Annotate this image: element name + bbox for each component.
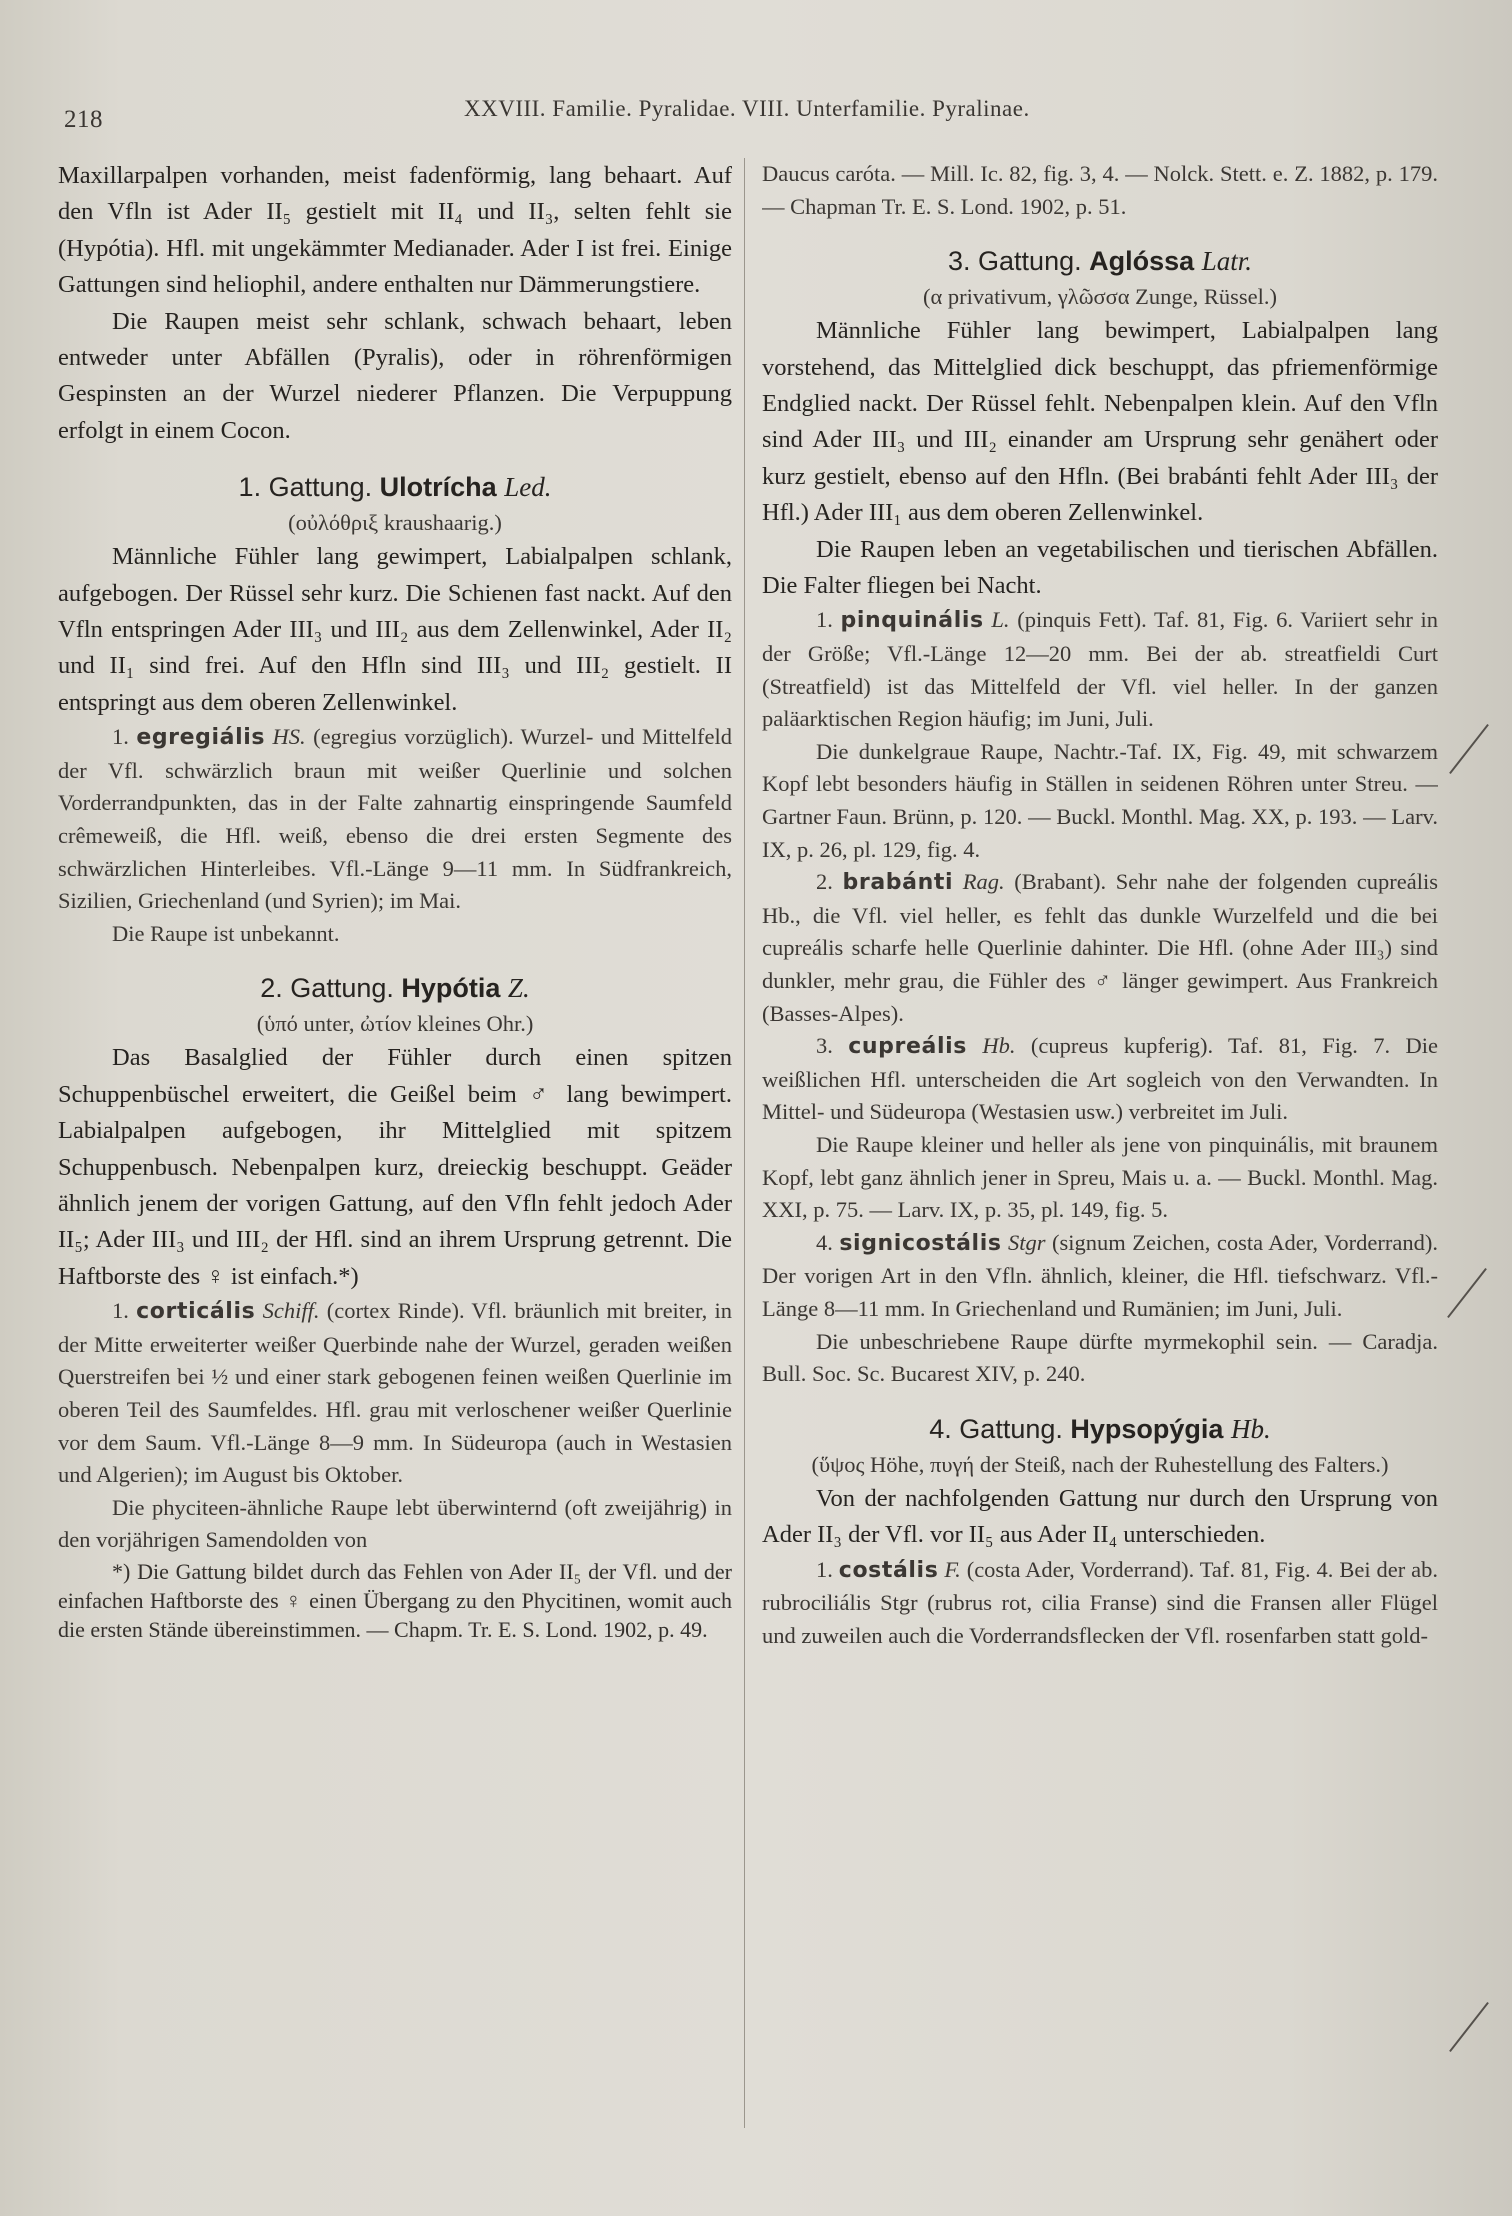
genus-author: Led.	[504, 472, 552, 503]
species-entry	[762, 866, 1438, 1030]
etymology: (α privativum, γλῶσσα Zunge, Rüssel.)	[922, 284, 1278, 310]
genus-name: Aglóssa	[1089, 246, 1195, 277]
paragraph: Von der nachfolgenden Gattung nur durch den Ursprung von Ader II₃ der Vfl. vor II₅ aus Ader II₄ unterschieden.	[762, 1484, 1438, 1549]
genus-name: Hypótia	[401, 973, 501, 1004]
species-author: Schiff.	[262, 1298, 320, 1324]
species-entry	[762, 1030, 1438, 1129]
species-entry	[762, 1554, 1438, 1653]
column-divider	[744, 158, 745, 2128]
etymology: (ὑπό unter, ὠτίον kleines Ohr.)	[256, 1011, 534, 1037]
larva-note: Die dunkelgraue Raupe, Nachtr.-Taf. IX, Fig. 49, mit schwarzem Kopf lebt besonders häufig in Ställen in seidenen Röhren unter Streu. — Gartner Faun. Brünn, p. 120. — Buckl. Monthl. Mag. XX, p. 193. — Larv. IX, p. 26, pl. 129, fig. 4.	[762, 738, 1438, 862]
etymology: (οὐλόθριξ kraushaarig.)	[288, 510, 502, 536]
larva-note: Die Raupe kleiner und heller als jene von pinquinális, mit braunem Kopf, lebt ganz ähnlich jener in Spreu, Mais u. a. — Buckl. Monthl. Mag. XXI, p. 75. — Larv. IX, p. 35, pl. 149, fig. 5.	[762, 1131, 1438, 1223]
species-name: brabánti	[842, 870, 954, 896]
species-author: F.	[944, 1556, 961, 1582]
paragraph: Die Raupen meist sehr schlank, schwach behaart, leben entweder unter Abfällen (Pyralis), oder in röhrenförmigen Gespinsten an der Wurzel niederer Pflanzen. Die Verpuppung erfolgt in einem Cocon.	[58, 307, 732, 444]
running-title: XXVIII. Familie. Pyralidae. VIII. Unterfamilie. Pyralinae.	[464, 96, 1030, 121]
species-name: corticális	[136, 1299, 256, 1325]
species-number: 1.	[112, 724, 129, 750]
species-name: cupreális	[848, 1034, 967, 1060]
paragraph: Die Raupen leben an vegetabilischen und tierischen Abfällen. Die Falter fliegen bei Nacht.	[762, 535, 1438, 600]
paragraph: Männliche Fühler lang gewimpert, Labialpalpen schlank, aufgebogen. Der Rüssel sehr kurz. Die Schienen fast nackt. Auf den Vfln entspringen Ader III₃ und III₂ aus dem Zellenwinkel, Ader II₂ und II₁ sind frei. Auf den Hfln sind III₃ und III₂ gestielt. II entspringt aus dem oberen Zellenwinkel.	[58, 543, 732, 716]
species-text: (pinquis Fett). Taf. 81, Fig. 6. Variiert sehr in der Größe; Vfl.-Länge 12—20 mm. Bei der ab. streatfieldi Curt (Streatfield) ist das Mittelfeld der Vfl. viel heller. In der ganzen paläarktischen Region häufig; im Juni, Juli.	[762, 607, 1438, 732]
species-number: 1.	[816, 607, 833, 633]
etymology: (ὕψος Höhe, πυγή der Steiß, nach der Ruhestellung des Falters.)	[811, 1451, 1389, 1477]
species-text: (cupreus kupferig). Taf. 81, Fig. 7. Die weißlichen Hfl. unterscheiden die Art sogleich von den Verwandten. In Mittel- und Südeuropa (Westasien usw.) verbreitet im Juli.	[762, 1033, 1438, 1125]
genus-author: Latr.	[1201, 246, 1252, 277]
species-entry	[58, 721, 732, 918]
genus-author: Hb.	[1230, 1413, 1271, 1444]
species-text: (cortex Rinde). Vfl. bräunlich mit breiter, in der Mitte erweiterter weißer Querbinde nahe der Wurzel, geraden weißen Querstreifen bei ½ und einer stark gebogenen feinen weißen Querlinie im oberen Teil des Saumfeldes. Hfl. grau mit verloschener weißer Querlinie vor dem Saum. Vfl.-Länge 8—9 mm. In Südeuropa (auch in Westasien und Algerien); im August bis Oktober.	[58, 1298, 732, 1488]
species-entry	[762, 1227, 1438, 1326]
species-number: 1.	[816, 1556, 833, 1582]
paragraph: Maxillarpalpen vorhanden, meist fadenförmig, lang behaart. Auf den Vfln ist Ader II₅ gestielt mit II₄ und II₃, selten fehlt sie (Hypótia). Hfl. mit ungekämmter Medianader. Ader I ist frei. Einige Gattungen sind heliophil, andere enthalten nur Dämmerungstiere.	[58, 162, 732, 299]
genus-number: 4. Gattung.	[929, 1413, 1063, 1444]
page-number: 218	[64, 106, 103, 133]
species-entry	[58, 1295, 732, 1492]
species-number: 1.	[112, 1298, 129, 1324]
continued-text: Daucus caróta. — Mill. Ic. 82, fig. 3, 4. — Nolck. Stett. e. Z. 1882, p. 179. — Chapman Tr. E. S. Lond. 1902, p. 51.	[762, 161, 1438, 219]
species-author: Stgr	[1008, 1229, 1046, 1255]
pencil-check-mark	[1449, 724, 1489, 774]
pencil-check-mark	[1447, 1268, 1487, 1318]
species-number: 2.	[816, 869, 833, 895]
paragraph: Das Basalglied der Fühler durch einen spitzen Schuppenbüschel erweitert, die Geißel beim ♂ lang bewimpert. Labialpalpen aufgebogen, ihr Mittelglied mit spitzem Schuppenbusch. Nebenpalpen kurz, dreieckig beschuppt. Geäder ähnlich jenem der vorigen Gattung, auf den Vfln fehlt jedoch Ader II₅; Ader III₃ und III₂ der Hfl. sind an ihrem Ursprung getrennt. Die Haftborste des ♀ ist einfach.*)	[58, 1044, 732, 1290]
pencil-check-mark	[1449, 2002, 1489, 2052]
species-name: costális	[838, 1557, 939, 1583]
genus-name: Ulotrícha	[379, 472, 497, 503]
genus-heading	[58, 467, 732, 507]
genus-number: 3. Gattung.	[948, 246, 1082, 277]
species-text: (signum Zeichen, costa Ader, Vorderrand). Der vorigen Art in den Vfln. ähnlich, kleiner, die Hfl. tiefschwarz. Vfl.-Länge 8—11 mm. In Griechenland und Rumänien; im Juni, Juli.	[762, 1229, 1438, 1321]
genus-number: 2. Gattung.	[260, 973, 394, 1004]
footnote: *) Die Gattung bildet durch das Fehlen von Ader II₅ der Vfl. und der einfachen Haftborste des ♀ einen Übergang zu den Phycitinen, womit auch die ersten Stände übereinstimmen. — Chapm. Tr. E. S. Lond. 1902, p. 49.	[58, 1559, 732, 1643]
larva-note: Die phyciteen-ähnliche Raupe lebt überwinternd (oft zweijährig) in den vorjährigen Samendolden von	[58, 1494, 732, 1553]
species-author: L.	[991, 607, 1010, 633]
genus-heading	[762, 1409, 1438, 1449]
species-name: pinquinális	[840, 608, 984, 634]
larva-note: Die unbeschriebene Raupe dürfte myrmekophil sein. — Caradja. Bull. Soc. Sc. Bucarest XIV, p. 240.	[762, 1328, 1438, 1387]
species-name: egregiális	[136, 725, 266, 751]
species-author: Hb.	[982, 1033, 1016, 1059]
larva-note: Die Raupe ist unbekannt.	[112, 920, 340, 946]
paragraph: Männliche Fühler lang bewimpert, Labialpalpen lang vorstehend, das Mittelglied dick beschuppt, das pfriemenförmige Endglied nackt. Der Rüssel fehlt. Nebenpalpen klein. Auf den Vfln sind Ader III₃ und III₂ einander am Ursprung sehr genähert oder kurz gestielt, ebenso auf den Hfln. (Bei brabánti fehlt Ader III₃ der Hfl.) Ader III₁ aus dem oberen Zellenwinkel.	[762, 317, 1438, 527]
species-text: (costa Ader, Vorderrand). Taf. 81, Fig. 4. Bei der ab. rubrociliális Stgr (rubrus rot, cilia Franse) sind die Fransen aller Flügel und zuweilen auch die Vorderrandsflecken der Vfl. rosenfarben statt gold-	[762, 1556, 1438, 1648]
genus-heading	[58, 968, 732, 1008]
species-name: signicostális	[839, 1230, 1002, 1256]
genus-number: 1. Gattung.	[238, 472, 373, 503]
species-author: HS.	[272, 724, 306, 750]
species-text: (egregius vorzüglich). Wurzel- und Mittelfeld der Vfl. schwärzlich braun mit weißer Querlinie und solchen Vorderrandpunkten, das in der Falte zahnartig einspringende Saumfeld crêmeweiß, die Hfl. weiß, ebenso die drei ersten Segmente des schwärzlichen Hinterleibes. Vfl.-Länge 9—11 mm. In Südfrankreich, Sizilien, Griechenland (und Syrien); im Mai.	[58, 724, 732, 914]
genus-heading	[762, 241, 1438, 281]
left-column	[58, 158, 732, 2188]
species-number: 3.	[816, 1033, 833, 1059]
page-header	[64, 96, 1448, 136]
species-author: Rag.	[962, 869, 1005, 895]
species-number: 4.	[816, 1229, 833, 1255]
right-column	[762, 158, 1438, 2188]
genus-name: Hypsopýgia	[1070, 1413, 1224, 1444]
genus-author: Z.	[507, 973, 530, 1004]
species-text: (Brabant). Sehr nahe der folgenden cupreális Hb., die Vfl. viel heller, es fehlt das dunkle Wurzelfeld und die bei cupreális scharfe helle Querlinie dahinter. Die Hfl. (ohne Ader III₃) sind dunkler, mehr grau, die Fühler des ♂ länger gewimpert. Aus Frankreich (Basses-Alpes).	[762, 869, 1438, 1026]
species-entry	[762, 604, 1438, 735]
